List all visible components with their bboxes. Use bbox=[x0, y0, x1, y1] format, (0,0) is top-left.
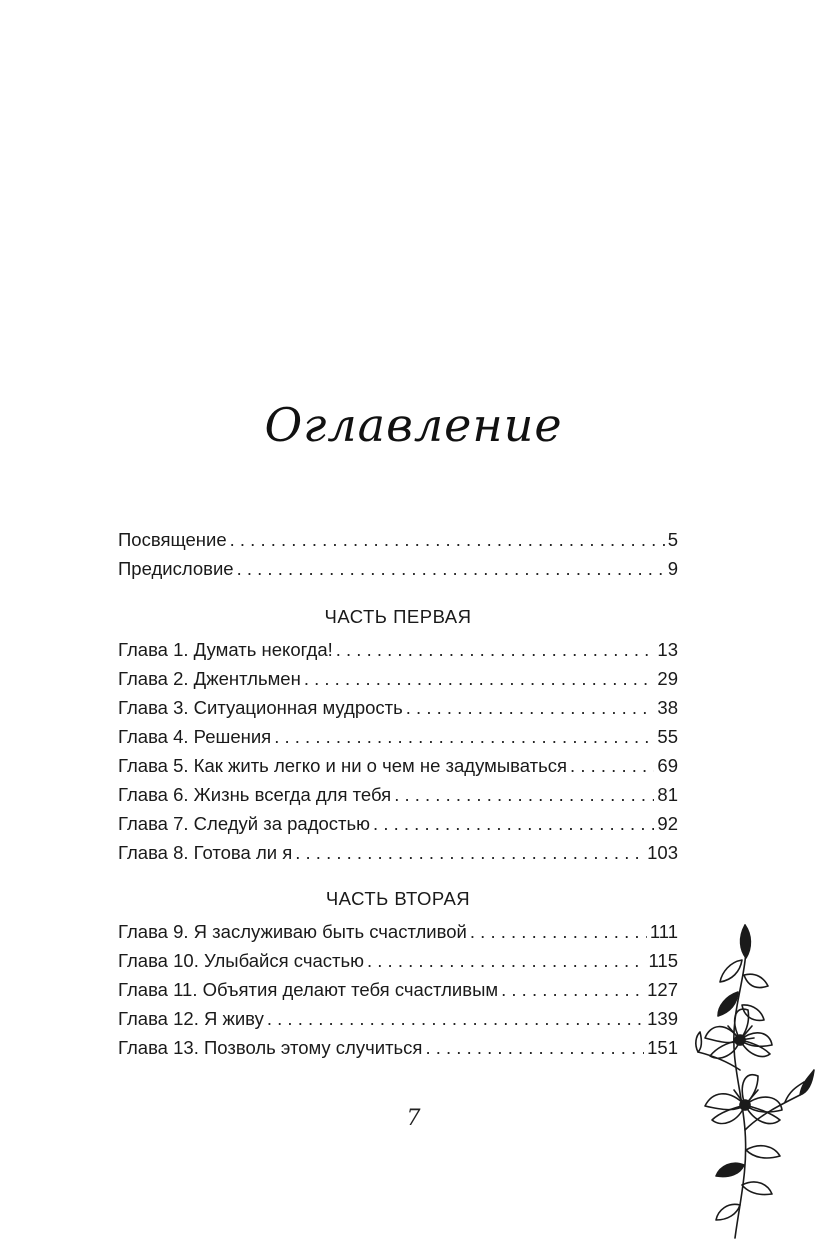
toc-entry-chapter-10[interactable] bbox=[118, 946, 678, 975]
toc-entry-page: 127 bbox=[647, 979, 678, 1000]
dot-leader bbox=[295, 838, 644, 867]
dot-leader bbox=[501, 975, 644, 1004]
part-heading-1: ЧАСТЬ ПЕРВАЯ bbox=[324, 606, 472, 627]
dot-leader bbox=[470, 917, 647, 946]
dot-leader bbox=[570, 751, 654, 780]
dot-leader bbox=[406, 693, 655, 722]
toc-entry-chapter-5[interactable] bbox=[118, 751, 678, 780]
dot-leader bbox=[373, 809, 654, 838]
toc-entry-page: 81 bbox=[657, 784, 678, 805]
toc-entry-page: 55 bbox=[657, 726, 678, 747]
dot-leader bbox=[394, 780, 654, 809]
dot-leader bbox=[274, 722, 654, 751]
page-title: Оглавление bbox=[264, 398, 563, 452]
toc-entry-page: 29 bbox=[657, 668, 678, 689]
dot-leader bbox=[336, 635, 655, 664]
dot-leader bbox=[367, 946, 646, 975]
toc-entry-page: 92 bbox=[657, 813, 678, 834]
page-number: 7 bbox=[406, 1106, 421, 1131]
toc-entry-page: 139 bbox=[647, 1008, 678, 1029]
toc-entry-chapter-4[interactable] bbox=[118, 722, 678, 751]
toc-entry-label: Посвящение bbox=[118, 529, 227, 550]
toc-entry-page: 69 bbox=[657, 755, 678, 776]
toc-entry-label: Глава 10. Улыбайся счастью bbox=[118, 950, 364, 971]
toc-entry-chapter-2[interactable] bbox=[118, 664, 678, 693]
toc-entry-label: Глава 2. Джентльмен bbox=[118, 668, 301, 689]
part-heading-2: ЧАСТЬ ВТОРАЯ bbox=[325, 888, 471, 909]
toc-entry-page: 115 bbox=[648, 950, 678, 971]
dot-leader bbox=[304, 664, 655, 693]
dot-leader bbox=[425, 1033, 644, 1062]
toc-entry-chapter-8[interactable] bbox=[118, 838, 678, 867]
toc-entry-chapter-3[interactable] bbox=[118, 693, 678, 722]
toc-entry-page: 5 bbox=[667, 529, 678, 550]
toc-entry-page: 151 bbox=[647, 1037, 678, 1058]
floral-branch-icon bbox=[690, 920, 815, 1240]
toc-entry-dedication[interactable] bbox=[118, 525, 678, 554]
toc-entry-page: 111 bbox=[649, 921, 678, 942]
toc-entry-page: 103 bbox=[647, 842, 678, 863]
dot-leader bbox=[267, 1004, 644, 1033]
toc-entry-chapter-7[interactable] bbox=[118, 809, 678, 838]
toc-entry-preface[interactable] bbox=[118, 554, 678, 583]
toc-entry-chapter-1[interactable] bbox=[118, 635, 678, 664]
toc-entry-page: 9 bbox=[667, 558, 678, 579]
toc-entry-chapter-11[interactable] bbox=[118, 975, 678, 1004]
dot-leader bbox=[237, 554, 665, 583]
toc-entry-label: Глава 12. Я живу bbox=[118, 1008, 264, 1029]
toc-entry-label: Глава 3. Ситуационная мудрость bbox=[118, 697, 403, 718]
toc-entry-page: 38 bbox=[657, 697, 678, 718]
dot-leader bbox=[230, 525, 665, 554]
toc-entry-label: Глава 9. Я заслуживаю быть счастливой bbox=[118, 921, 467, 942]
toc-entry-label: Глава 1. Думать некогда! bbox=[118, 639, 333, 660]
toc-entry-chapter-13[interactable] bbox=[118, 1033, 678, 1062]
toc-entry-label: Глава 8. Готова ли я bbox=[118, 842, 293, 863]
table-of-contents bbox=[118, 525, 678, 1062]
toc-entry-label: Глава 13. Позволь этому случиться bbox=[118, 1037, 423, 1058]
toc-entry-chapter-6[interactable] bbox=[118, 780, 678, 809]
toc-entry-chapter-9[interactable] bbox=[118, 917, 678, 946]
toc-entry-chapter-12[interactable] bbox=[118, 1004, 678, 1033]
toc-entry-label: Глава 11. Объятия делают тебя счастливым bbox=[118, 979, 499, 1000]
toc-entry-label: Глава 7. Следуй за радостью bbox=[118, 813, 371, 834]
toc-entry-label: Предисловие bbox=[118, 558, 234, 579]
toc-entry-label: Глава 6. Жизнь всегда для тебя bbox=[118, 784, 392, 805]
toc-entry-label: Глава 5. Как жить легко и ни о чем не задумываться bbox=[118, 755, 568, 776]
toc-entry-page: 13 bbox=[657, 639, 678, 660]
toc-entry-label: Глава 4. Решения bbox=[118, 726, 272, 747]
